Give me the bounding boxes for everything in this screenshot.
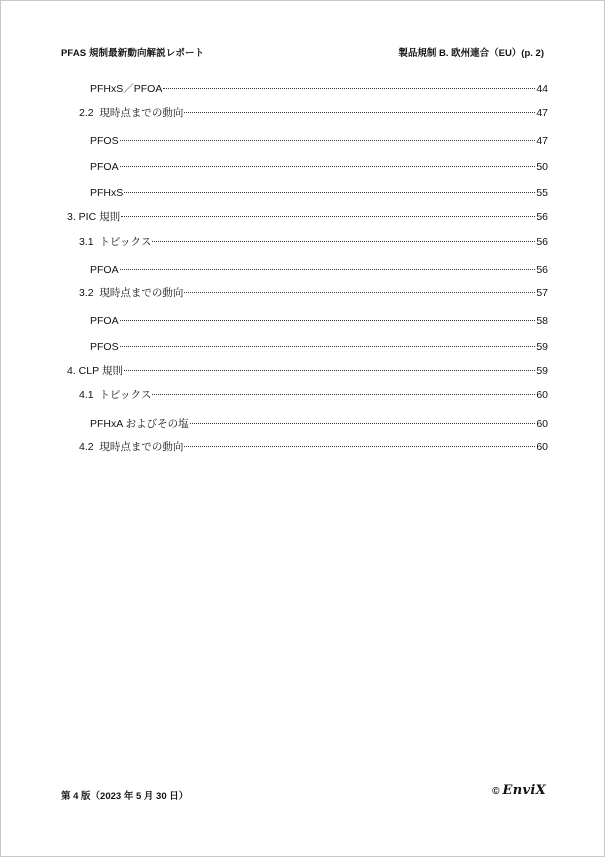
toc-entry-page: 50 — [536, 161, 548, 173]
toc-entry-page: 56 — [536, 236, 548, 248]
toc-leader-dots — [120, 140, 536, 141]
toc-entry[interactable] — [1, 106, 548, 120]
toc-entry[interactable] — [1, 340, 548, 354]
toc-entry-page: 60 — [536, 441, 548, 453]
toc-entry-title: 4.2 現時点までの動向 — [79, 441, 184, 453]
toc-entry-title: PFOS — [90, 135, 119, 147]
toc-entry-page: 59 — [536, 341, 548, 353]
toc-entry-title: PFHxS／PFOA — [90, 83, 163, 95]
toc-entry-title: 3. PIC 規則 — [67, 211, 121, 223]
toc-entry[interactable] — [1, 82, 548, 96]
toc-entry-page: 58 — [536, 315, 548, 327]
toc-entry-page: 59 — [536, 365, 548, 377]
toc-leader-dots — [184, 112, 535, 113]
toc-entry-title: 3.2 現時点までの動向 — [79, 287, 184, 299]
toc-entry-title: PFOA — [90, 264, 119, 276]
toc-entry-page: 47 — [536, 135, 548, 147]
toc-entry-title: 3.1 トピックス — [79, 236, 152, 248]
toc-entry-title: PFOA — [90, 315, 119, 327]
toc-entry-title: PFOS — [90, 341, 119, 353]
toc-entry-title: 2.2 現時点までの動向 — [79, 107, 184, 119]
toc-entry[interactable] — [1, 417, 548, 431]
toc-leader-dots — [120, 269, 536, 270]
toc-entry[interactable] — [1, 440, 548, 454]
toc-entry[interactable] — [1, 134, 548, 148]
toc-entry[interactable] — [1, 314, 548, 328]
toc-entry-title: 4.1 トピックス — [79, 389, 152, 401]
toc-entry[interactable] — [1, 286, 548, 300]
toc-entry-title: 4. CLP 規則 — [67, 365, 123, 377]
header-report-title: PFAS 規制最新動向解説レポート — [61, 48, 205, 59]
toc-entry[interactable] — [1, 263, 548, 277]
toc-leader-dots — [120, 346, 536, 347]
toc-leader-dots — [120, 320, 536, 321]
toc-entry[interactable] — [1, 160, 548, 174]
toc-entry-page: 56 — [536, 264, 548, 276]
toc-entry-page: 56 — [536, 211, 548, 223]
toc-leader-dots — [124, 370, 535, 371]
toc-entry-page: 57 — [536, 287, 548, 299]
footer-brand — [492, 783, 546, 798]
toc-leader-dots — [152, 241, 535, 242]
toc-leader-dots — [124, 192, 535, 193]
toc-leader-dots — [152, 394, 535, 395]
footer-edition: 第 4 版（2023 年 5 月 30 日） — [61, 791, 189, 802]
toc-entry-title: PFHxS — [90, 187, 124, 199]
toc-entry-page: 60 — [536, 418, 548, 430]
header-section-label: 製品規制 B. 欧州連合（EU）(p. 2) — [398, 48, 544, 59]
toc-leader-dots — [120, 166, 536, 167]
toc-entry[interactable] — [1, 388, 548, 402]
toc-leader-dots — [163, 88, 535, 89]
toc-entry-page: 47 — [536, 107, 548, 119]
toc-entry[interactable] — [1, 235, 548, 249]
toc-leader-dots — [184, 292, 535, 293]
toc-entry-title: PFOA — [90, 161, 119, 173]
copyright-symbol: © — [492, 786, 500, 797]
toc-leader-dots — [184, 446, 535, 447]
toc-entry[interactable] — [1, 364, 548, 378]
toc-entry-page: 60 — [536, 389, 548, 401]
toc-entry[interactable] — [1, 210, 548, 224]
toc-entry-title: PFHxA およびその塩 — [90, 418, 189, 430]
envix-logo: EnviX — [502, 783, 546, 798]
toc-entry-page: 44 — [536, 83, 548, 95]
toc-entry-page: 55 — [536, 187, 548, 199]
toc-leader-dots — [190, 423, 536, 424]
toc-entry[interactable] — [1, 186, 548, 200]
toc-leader-dots — [121, 216, 535, 217]
